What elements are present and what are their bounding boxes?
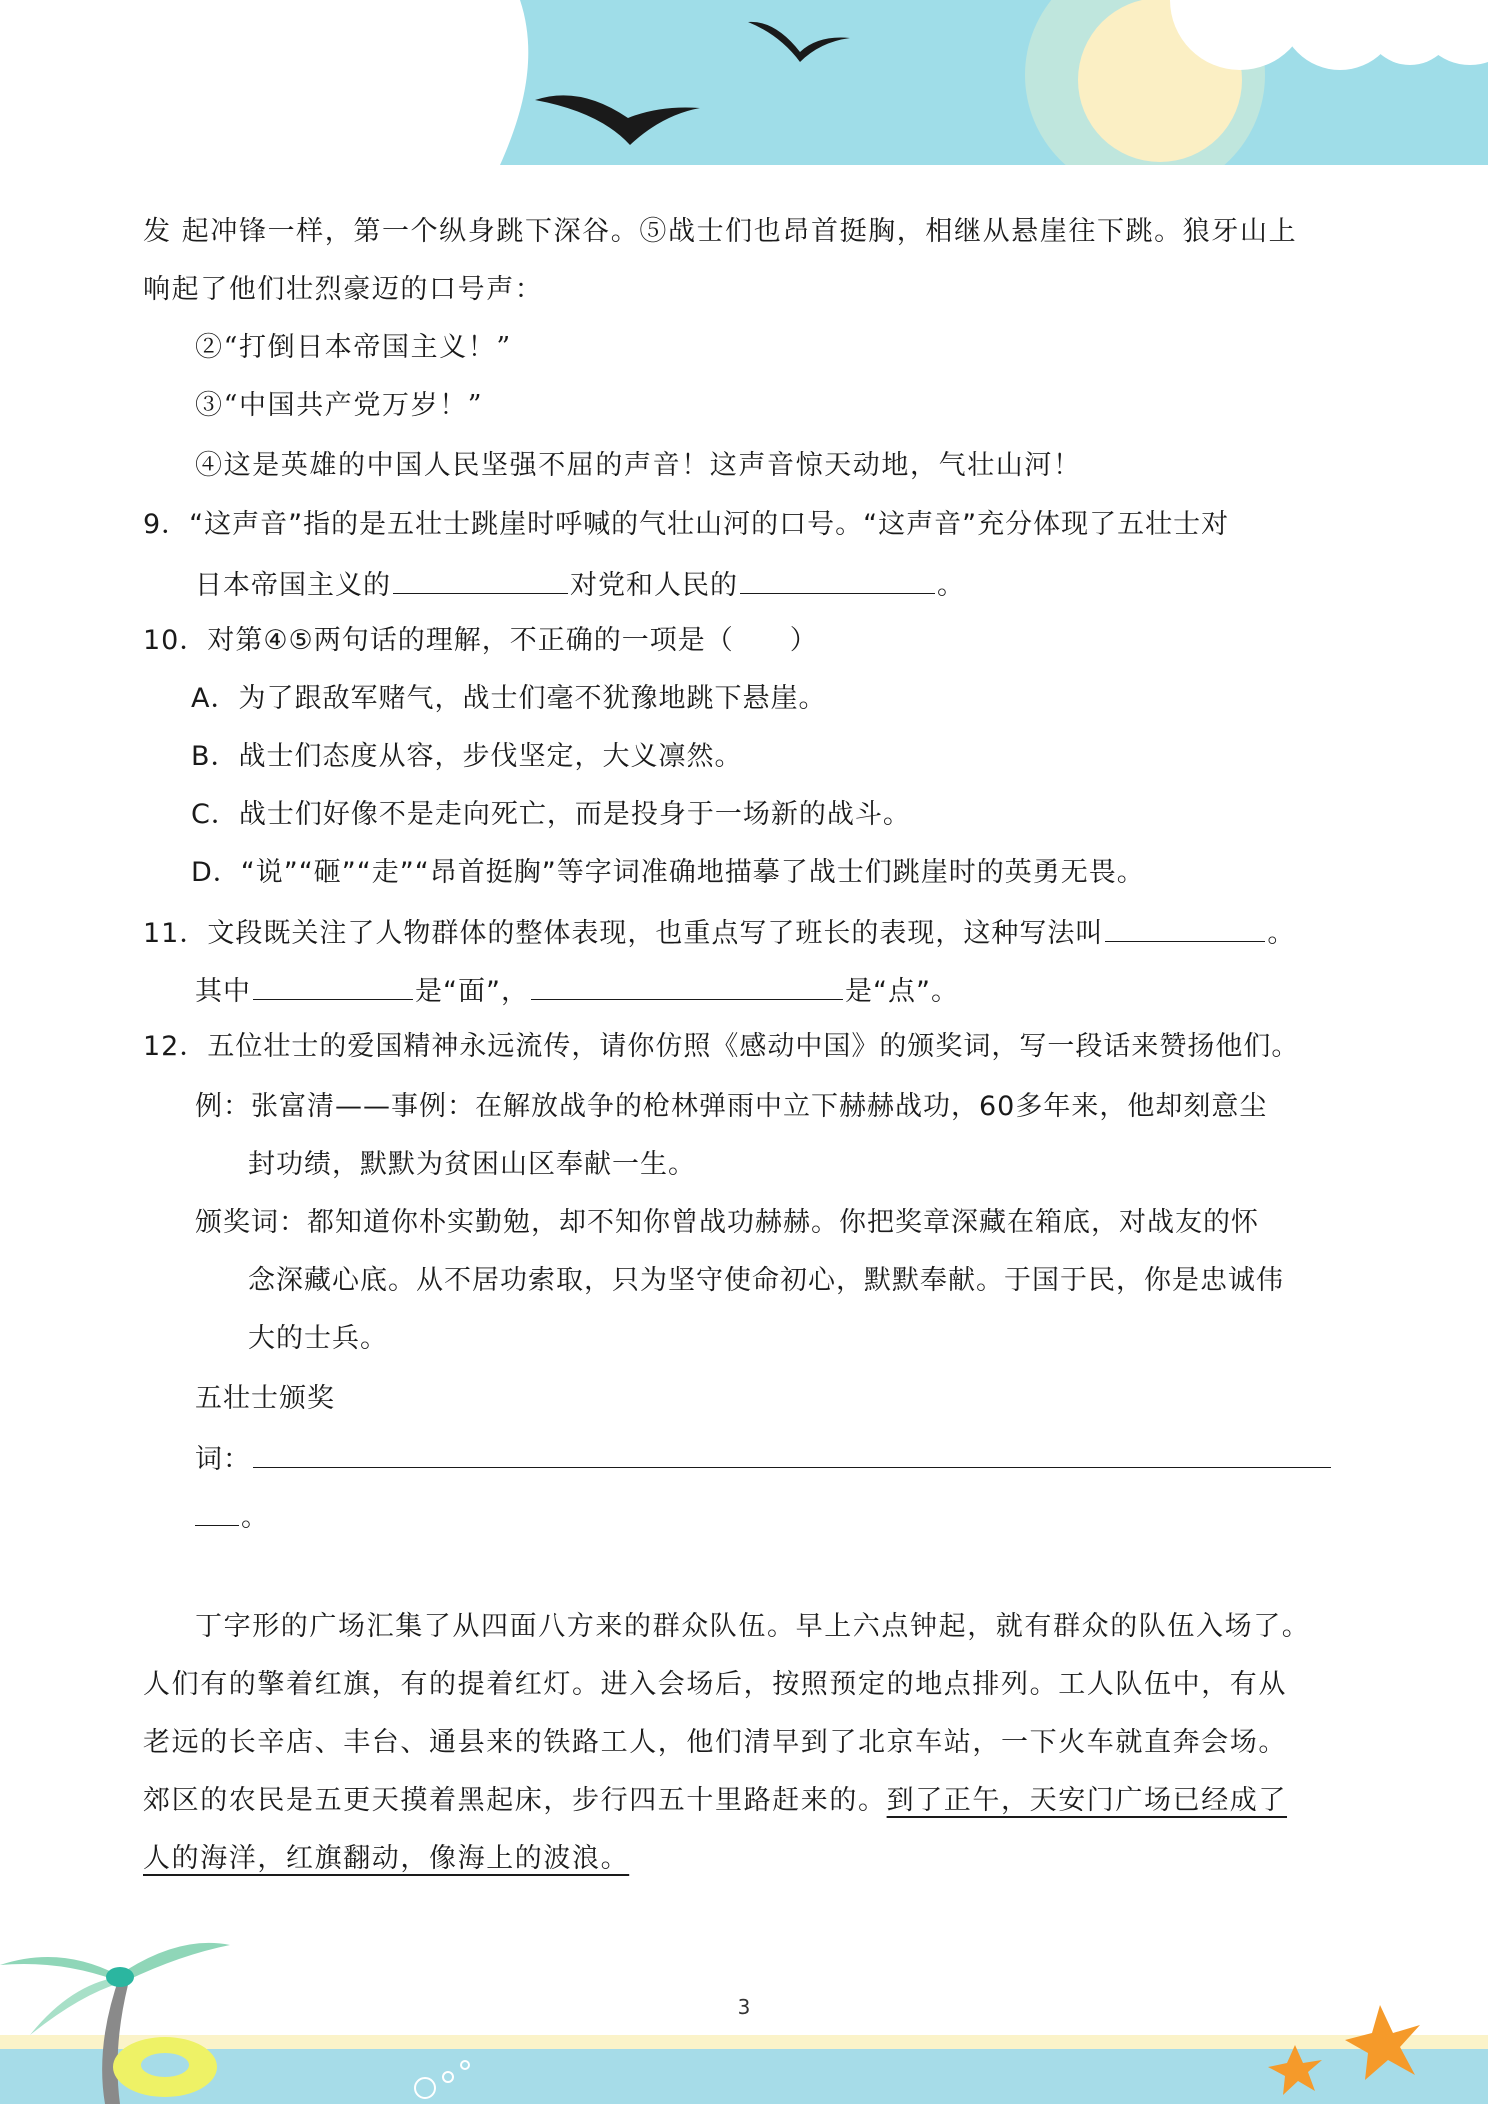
q12-stem: 12．五位壮士的爱国精神永远流传，请你仿照《感动中国》的颁奖词，写一段话来赞扬他们。 xyxy=(143,1031,1300,1062)
q11-text-e: 是“点”。 xyxy=(844,976,959,1007)
passage-b-underlined-sentence-part-2: 人的海洋，红旗翻动，像海上的波浪。 xyxy=(143,1843,630,1874)
q11-line-2 xyxy=(195,969,959,1012)
top-sky-banner xyxy=(0,0,1488,170)
passage-a-line-3: ②“打倒日本帝国主义！” xyxy=(195,332,512,363)
q12-answer-line-1 xyxy=(195,1437,1333,1480)
passage-b-line-5 xyxy=(143,1839,629,1879)
passage-b-line-4-plain: 郊区的农民是五更天摸着黑起床，步行四五十里路赶来的。 xyxy=(143,1785,887,1816)
q11-text-d: 是“面”， xyxy=(415,976,529,1007)
passage-b-line-4 xyxy=(143,1781,1287,1821)
q12-award-2: 念深藏心底。从不居功索取，只为坚守使命初心，默默奉献。于国于民，你是忠诚伟 xyxy=(248,1265,1284,1296)
passage-a-line-1: 发 起冲锋一样，第一个纵身跳下深谷。⑤战士们也昂首挺胸，相继从悬崖往下跳。狼牙山上 xyxy=(143,216,1298,247)
q12-award-3: 大的士兵。 xyxy=(248,1323,388,1354)
q10-option-c[interactable]: C．战士们好像不是走向死亡，而是投身于一场新的战斗。 xyxy=(191,799,911,830)
passage-b-line-1: 丁字形的广场汇集了从四面八方来的群众队伍。早上六点钟起，就有群众的队伍入场了。 xyxy=(195,1611,1311,1642)
q11-line-1 xyxy=(143,911,1295,954)
q11-blank-3[interactable] xyxy=(531,969,843,1000)
q12-answer-label-2: 词： xyxy=(195,1444,251,1475)
passage-a-line-2: 响起了他们壮烈豪迈的口号声： xyxy=(143,274,544,305)
passage-b-line-2: 人们有的擎着红旗，有的提着红灯。进入会场后，按照预定的地点排列。工人队伍中，有从 xyxy=(143,1669,1287,1700)
q12-answer-blank-2[interactable] xyxy=(195,1495,239,1526)
q9-line-1: 9．“这声音”指的是五壮士跳崖时呼喊的气壮山河的口号。“这声音”充分体现了五壮士对 xyxy=(143,509,1230,540)
q9-line-2 xyxy=(195,563,965,606)
q11-text-c: 其中 xyxy=(195,976,251,1007)
passage-a-line-4: ③“中国共产党万岁！” xyxy=(195,390,484,421)
q12-answer-label-1: 五壮士颁奖 xyxy=(195,1383,335,1414)
q9-text-a: 日本帝国主义的 xyxy=(195,570,391,601)
q11-text-a: 11．文段既关注了人物群体的整体表现，也重点写了班长的表现，这种写法叫 xyxy=(143,918,1104,949)
q12-answer-blank-1[interactable] xyxy=(253,1437,1331,1468)
passage-b-line-3: 老远的长辛店、丰台、通县来的铁路工人，他们清早到了北京车站，一下火车就直奔会场。 xyxy=(143,1727,1287,1758)
passage-a-line-5: ④这是英雄的中国人民坚强不屈的声音！这声音惊天动地，气壮山河！ xyxy=(195,450,1082,481)
q9-text-c: 。 xyxy=(937,570,965,601)
q9-text-b: 对党和人民的 xyxy=(570,570,738,601)
q12-answer-line-2 xyxy=(195,1495,269,1538)
swim-ring-decoration xyxy=(113,2037,217,2097)
q12-example-1: 例：张富清——事例：在解放战争的枪林弹雨中立下赫赫战功，60多年来，他却刻意尘 xyxy=(195,1091,1268,1122)
q11-blank-1[interactable] xyxy=(1105,911,1265,942)
page-number: 3 xyxy=(737,1995,751,2019)
q10-stem: 10．对第④⑤两句话的理解，不正确的一项是（ ） xyxy=(143,625,818,656)
q12-award-1: 颁奖词：都知道你朴实勤勉，却不知你曾战功赫赫。你把奖章深藏在箱底，对战友的怀 xyxy=(195,1207,1259,1238)
q9-blank-1[interactable] xyxy=(393,563,568,594)
q10-option-d[interactable]: D．“说”“砸”“走”“昂首挺胸”等字词准确地描摹了战士们跳崖时的英勇无畏。 xyxy=(191,857,1145,888)
q12-answer-end: 。 xyxy=(241,1502,269,1533)
q11-text-b: 。 xyxy=(1267,918,1296,949)
q9-blank-2[interactable] xyxy=(740,563,935,594)
q12-example-2: 封功绩，默默为贫困山区奉献一生。 xyxy=(248,1149,696,1180)
q11-blank-2[interactable] xyxy=(253,969,413,1000)
passage-b-underlined-sentence-part-1: 到了正午，天安门广场已经成了 xyxy=(886,1785,1288,1816)
q10-option-b[interactable]: B．战士们态度从容，步伐坚定，大义凛然。 xyxy=(191,741,743,772)
q10-option-a[interactable]: A．为了跟敌军赌气，战士们毫不犹豫地跳下悬崖。 xyxy=(191,683,827,714)
